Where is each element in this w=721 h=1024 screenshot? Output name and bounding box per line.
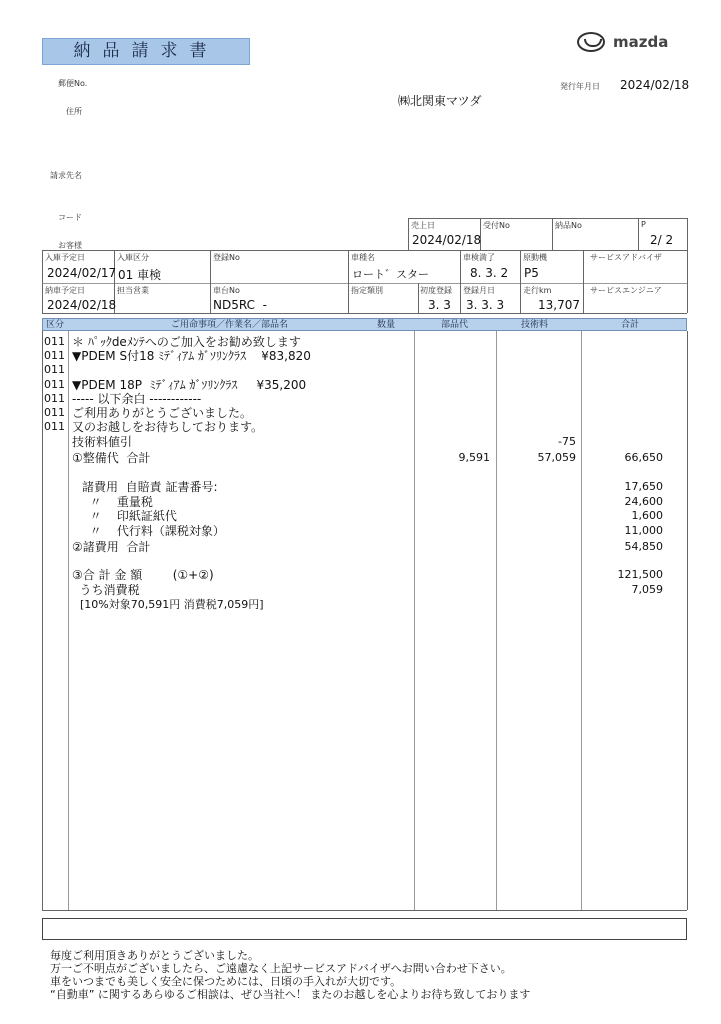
remarks-box [42, 918, 687, 940]
tax-note: [10%対象70,591円 消費税7,059円] [80, 598, 264, 611]
issue-date: 2024/02/18 [620, 78, 690, 92]
subtotal1-tech: 57,059 [537, 451, 576, 464]
footer-line-1: 毎度ご利用頂きありがとうございました。 [50, 949, 259, 962]
tech-discount-value: -75 [558, 435, 576, 448]
company-name: ㈱北関東マツダ [398, 94, 482, 108]
col-quantity: 数量 [377, 320, 396, 330]
fee-value: 11,000 [624, 523, 663, 537]
subtotal1-parts: 9,591 [458, 451, 490, 464]
footer-line-3: 車をいつまでも美しく安全に保つためには、日頃の手入れが大切です。 [50, 975, 402, 988]
engine-value: P5 [524, 266, 539, 280]
fee-value: 24,600 [624, 494, 663, 508]
fee-value: 17,650 [624, 480, 663, 493]
entry-date: 2024/02/17 [47, 266, 117, 280]
document-title: 納品請求書 [42, 38, 250, 65]
brand-wordmark: mazda [613, 33, 669, 51]
subtotal1-label: ①整備代 合計 [72, 451, 151, 465]
fee-label: 〃 印紙証紙代 [82, 509, 177, 523]
entry-type-label: 入庫区分 [117, 253, 149, 262]
entry-date-label: 入庫予定日 [45, 253, 85, 262]
mileage-label: 走行km [523, 286, 552, 295]
model-name: ロート゛スター [352, 268, 429, 281]
fee-value: 1,600 [631, 509, 663, 522]
line-text: ＊ ﾊﾟｯｸdeﾒﾝﾃへのご加入をお勧め致します [72, 335, 301, 349]
model-label: 車種名 [351, 253, 375, 262]
first-reg: 3. 3 [428, 298, 451, 312]
chassis-label: 車台No [213, 286, 240, 295]
line-code: 011 [44, 420, 65, 434]
mazda-emblem-icon [577, 32, 605, 52]
tax-value: 7,059 [631, 583, 663, 596]
line-code: 011 [44, 349, 65, 363]
subtotal2-label: ②諸費用 合計 [72, 540, 151, 554]
issue-date-label: 発行年月日 [560, 82, 600, 91]
sales-rep-label: 担当営業 [117, 286, 149, 295]
line-text: ご利用ありがとうございました。 [72, 406, 253, 420]
inspection-label: 車検満了 [463, 253, 495, 262]
line-code: 011 [44, 335, 65, 348]
delivery-date: 2024/02/18 [47, 298, 117, 312]
grand-total-value: 121,500 [617, 568, 663, 581]
reg-date-label: 登録月日 [463, 286, 495, 295]
service-engineer-label: サービスエンジニア [590, 286, 662, 295]
code-label: コード [58, 213, 82, 222]
first-reg-label: 初度登録 [420, 286, 452, 295]
chassis-no: ND5RC - [213, 298, 267, 312]
line-code: 011 [44, 377, 65, 391]
line-text: ▼PDEM 18P ﾐﾃﾞｨｱﾑ ｶﾞｿﾘﾝｸﾗｽ ¥35,200 [72, 377, 307, 392]
col-kubun: 区分 [46, 320, 65, 330]
delivery-date-label: 納車予定日 [45, 286, 85, 295]
receipt-label: 受付No [483, 221, 510, 230]
line-text: 又のお越しをお待ちしております。 [72, 420, 264, 435]
page-number: 2/ 2 [650, 233, 674, 247]
sales-date: 2024/02/18 [412, 233, 482, 247]
page-label: P [641, 220, 646, 229]
service-advisor-label: サービスアドバイザ [590, 253, 662, 262]
inspection-date: 8. 3. 2 [470, 266, 509, 280]
grand-total-label: ③合 計 金 額 (①+②) [72, 568, 214, 582]
subtotal2-total: 54,850 [624, 540, 663, 553]
line-code: 011 [44, 363, 65, 377]
fee-label: 〃 代行料（課税対象） [82, 523, 225, 538]
col-tech: 技術料 [521, 320, 549, 330]
mazda-logo [575, 30, 693, 56]
subtotal1-total: 66,650 [624, 451, 663, 464]
line-text: ▼PDEM S付18 ﾐﾃﾞｨｱﾑ ｶﾞｿﾘﾝｸﾗｽ ¥83,820 [72, 349, 311, 364]
line-code: 011 [44, 391, 65, 405]
reg-date: 3. 3. 3 [466, 298, 505, 312]
mileage: 13,707 [538, 298, 580, 312]
footer-line-2: 万一ご不明点がございましたら、ご遠慮なく上記サービスアドバイザへお問い合わせ下さい。 [50, 962, 512, 975]
billing-label: 請求先名 [50, 171, 82, 180]
tech-discount-label: 技術料値引 [72, 435, 133, 449]
postal-label: 郵便No. [58, 79, 88, 88]
engine-label: 原動機 [523, 253, 547, 262]
col-description: ご用命事項／作業名／部品名 [171, 320, 289, 330]
fee-label: 諸費用 自賠責 証書番号: [82, 480, 218, 494]
col-total: 合計 [621, 320, 640, 330]
col-parts: 部品代 [441, 320, 469, 330]
line-code: 011 [44, 406, 65, 419]
tax-label: うち消費税 [72, 583, 140, 597]
entry-type: 01 車検 [118, 268, 162, 282]
sales-date-label: 売上日 [411, 221, 435, 230]
table-header [42, 318, 687, 331]
fee-label: 〃 重量税 [82, 494, 153, 509]
address-label: 住所 [66, 107, 82, 116]
delivery-no-label: 納品No [555, 221, 582, 230]
reg-no-label: 登録No [213, 253, 240, 262]
line-text: ----- 以下余白 ------------ [72, 391, 202, 406]
designation-label: 指定類別 [351, 286, 383, 295]
customer-label: お客様 [58, 241, 82, 250]
footer-line-4: “自動車” に関するあらゆるご相談は、ぜひ当社へ！ またのお越しを心よりお待ち致しております [50, 988, 531, 1001]
